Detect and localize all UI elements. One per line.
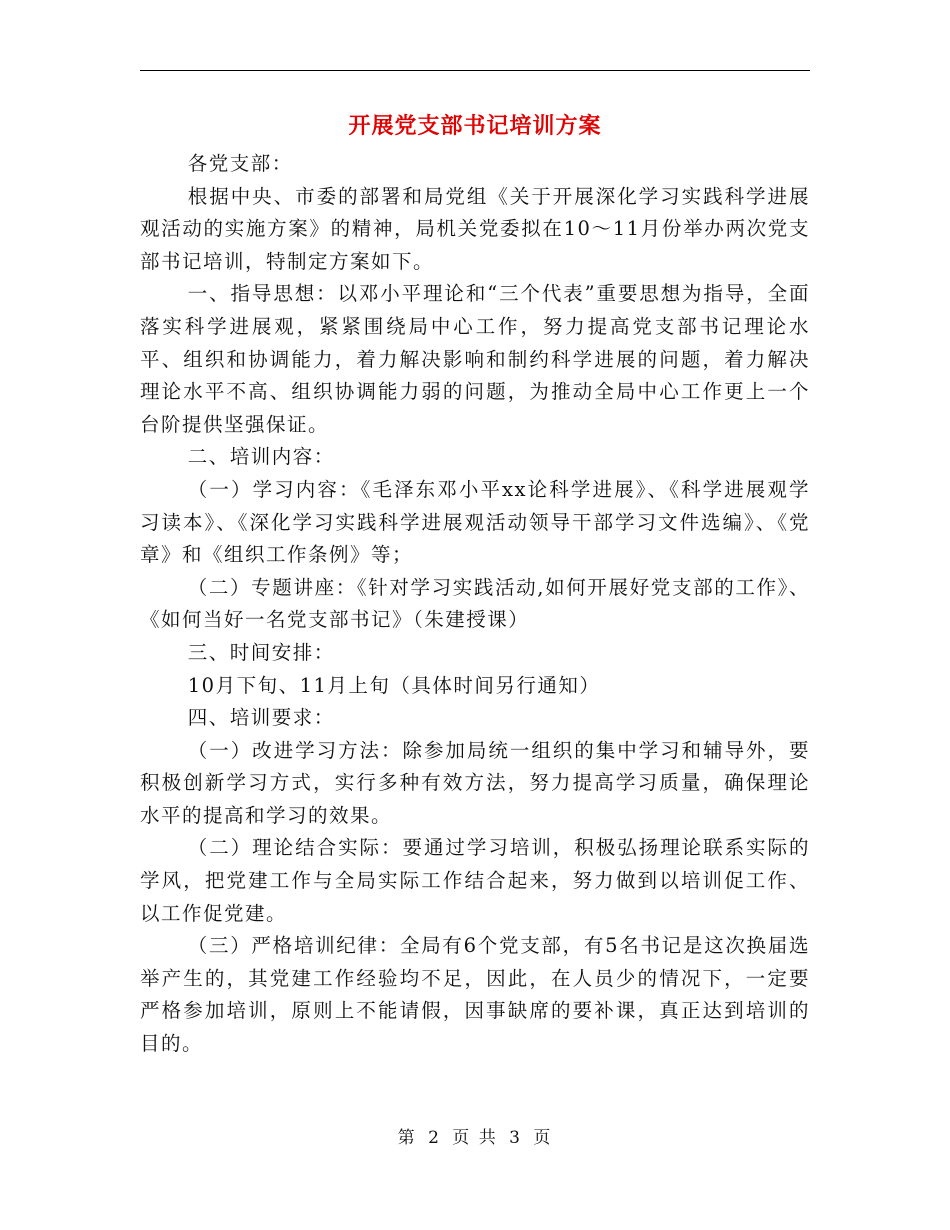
- footer-total-pages: 3: [509, 1128, 522, 1148]
- footer-current-page: 2: [428, 1128, 441, 1148]
- content-special-lectures: （二）专题讲座：《针对学习实践活动,如何开展好党支部的工作》、《如何当好一名党支部书记》（朱建授课）: [140, 575, 810, 632]
- section-training-content-heading: 二、培训内容：: [187, 445, 335, 469]
- header-rule: [140, 70, 810, 71]
- content-study-materials: （一）学习内容：《毛泽东邓小平xx论科学进展》、《科学进展观学习读本》、《深化学习实践科学进展观活动领导干部学习文件选编》、《党章》和《组织工作条例》等；: [140, 477, 810, 567]
- section-requirements-heading: 四、培训要求：: [187, 706, 335, 730]
- document-body: [140, 148, 810, 1061]
- section-schedule-heading: 三、时间安排：: [187, 640, 335, 664]
- footer-suffix: 页: [533, 1128, 553, 1148]
- document-title: 开展党支部书记培训方案: [348, 113, 602, 139]
- section-guiding-ideology: 一、指导思想：以邓小平理论和“三个代表”重要思想为指导，全面落实科学进展观，紧紧围绕局中心工作，努力提高党支部书记理论水平、组织和协调能力，着力解决影响和制约科学进展的问题，着力解决理论水平不高、组织协调能力弱的问题，为推动全局中心工作更上一个台阶提供坚强保证。: [140, 282, 810, 436]
- footer-mid: 页 共: [452, 1128, 498, 1148]
- footer-prefix: 第: [397, 1128, 417, 1148]
- page-footer: [140, 1126, 810, 1150]
- requirement-theory-practice: （二）理论结合实际：要通过学习培训，积极弘扬理论联系实际的学风，把党建工作与全局实际工作结合起来，努力做到以培训促工作、以工作促党建。: [140, 836, 810, 925]
- requirement-study-method: （一）改进学习方法：除参加局统一组织的集中学习和辅导外，要积极创新学习方式，实行多种有效方法，努力提高学习质量，确保理论水平的提高和学习的效果。: [140, 738, 810, 827]
- salutation: 各党支部：: [187, 152, 293, 175]
- requirement-discipline: （三）严格培训纪律：全局有6个党支部，有5名书记是这次换届选举产生的，其党建工作经验均不足，因此，在人员少的情况下，一定要严格参加培训，原则上不能请假，因事缺席的要补课，真正达到培训的目的。: [140, 934, 810, 1056]
- schedule-detail: 10月下旬、11月上旬（具体时间另行通知）: [187, 673, 601, 697]
- intro-paragraph: 根据中央、市委的部署和局党组《关于开展深化学习实践科学进展观活动的实施方案》的精神，局机关党委拟在10～11月份举办两次党支部书记培训，特制定方案如下。: [140, 184, 810, 273]
